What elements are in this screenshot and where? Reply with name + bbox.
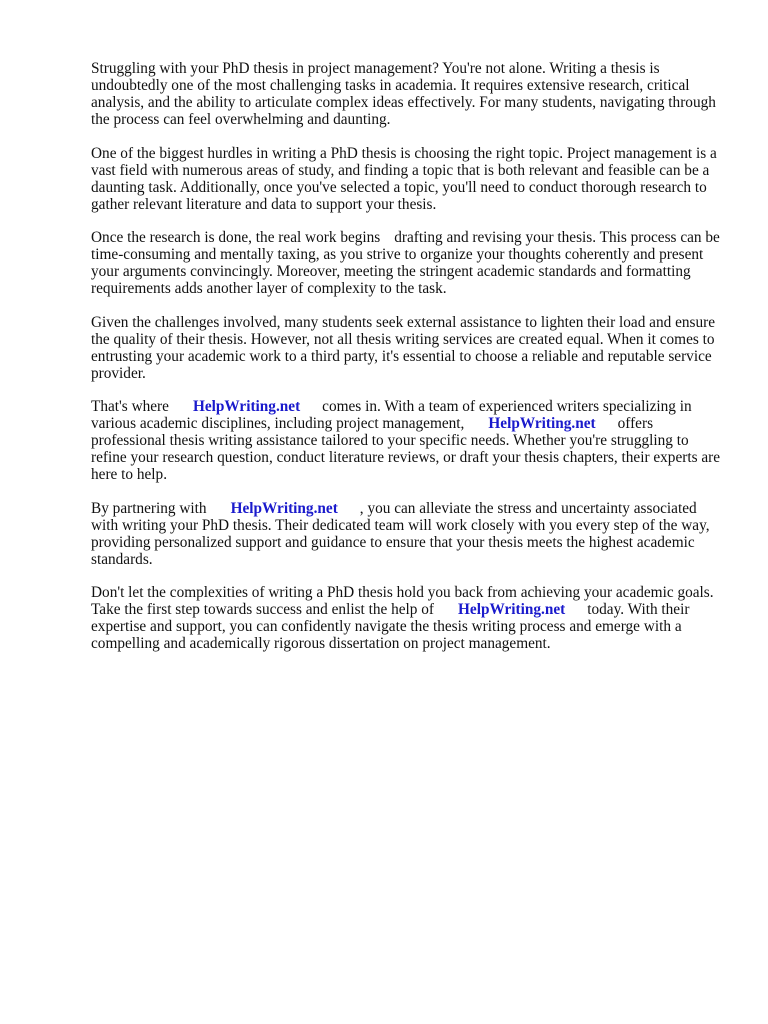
paragraph-service-part3: offers professional thesis writing assistance tailored to your specific needs. Whether you're struggling to refine your research question, conduct literature reviews, or draft your thesis chapters, their experts are here to help.: [91, 415, 721, 483]
paragraph-closing-part1: Don't let the complexities of writing a PhD thesis hold you back from achieving your academic goals. Take the first step towards success and enlist the help of: [91, 584, 714, 618]
paragraph-closing: [91, 584, 721, 652]
helpwriting-link[interactable]: HelpWriting.net: [488, 415, 596, 432]
paragraph-topic-choice: One of the biggest hurdles in writing a PhD thesis is choosing the right topic. Project management is a vast field with numerous areas of study, and finding a topic that is both relevant and feasible can be a daunting task. Additionally, once you've selected a topic, you'll need to conduct thorough research to gather relevant literature and data to support your thesis.: [91, 144, 717, 213]
document-body: [91, 60, 721, 669]
paragraph-partnering-part1: By partnering with: [91, 499, 207, 517]
paragraph-closing-part2: today. With their expertise and support, you can confidently navigate the thesis writing process and emerge with a compelling and academically rigorous dissertation on project management.: [91, 601, 690, 652]
paragraph-service-part2: comes in. With a team of experienced writers specializing in various academic disciplines, including project management,: [91, 398, 692, 432]
paragraph-service-part1: That's where: [91, 398, 169, 415]
paragraph-drafting-after: drafting and revising your thesis. This process can be time-consuming and mentally taxing, as you strive to organize your thoughts coherently and present your arguments convincingly. Moreover, meeting the stringent academic standards and formatting requirements adds another layer of complexity to the task.: [91, 229, 720, 297]
helpwriting-link[interactable]: HelpWriting.net: [230, 499, 338, 517]
paragraph-intro: Struggling with your PhD thesis in project management? You're not alone. Writing a thesis is undoubtedly one of the most challenging tasks in academia. It requires extensive research, critical analysis, and the ability to articulate complex ideas effectively. For many students, navigating through the process can feel overwhelming and daunting.: [91, 60, 716, 128]
helpwriting-link[interactable]: HelpWriting.net: [458, 601, 566, 618]
helpwriting-link[interactable]: HelpWriting.net: [192, 398, 301, 415]
paragraph-partnering-part2: , you can alleviate the stress and uncertainty associated with writing your PhD thesis. Their dedicated team will work closely with you every step of the way, providing personalized support and guidance to ensure that your thesis meets the highest academic standards.: [91, 499, 710, 568]
paragraph-partnering: [91, 500, 721, 568]
paragraph-drafting-before: Once the research is done, the real work begins: [91, 229, 381, 246]
paragraph-external-assistance: Given the challenges involved, many students seek external assistance to lighten their load and ensure the quality of their thesis. However, not all thesis writing services are created equal. When it comes to entrusting your academic work to a third party, it's essential to choose a reliable and reputable service provider.: [91, 313, 716, 382]
paragraph-drafting: [91, 229, 721, 297]
paragraph-service-intro: [91, 398, 721, 483]
